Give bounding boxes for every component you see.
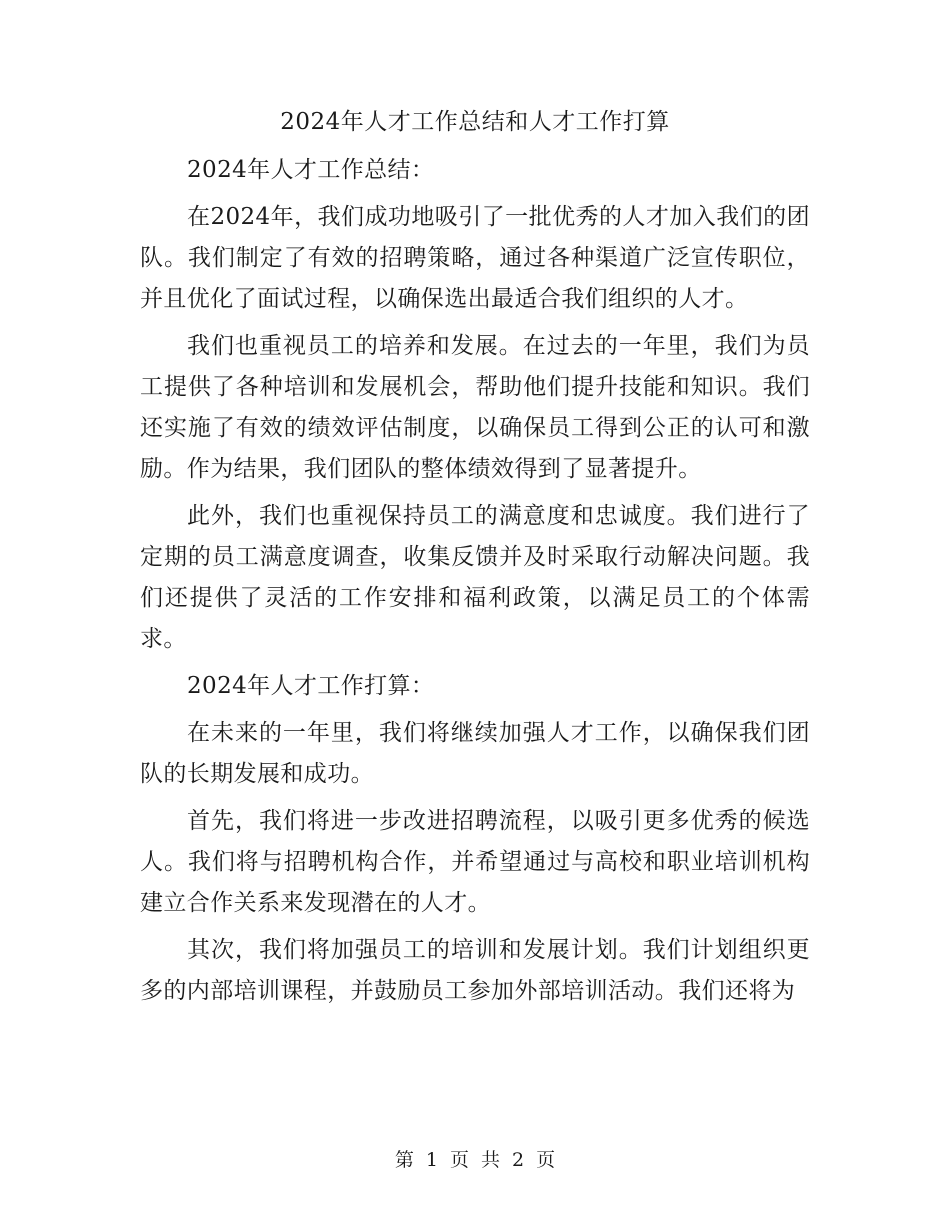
paragraph-plan-intro: 在未来的一年里，我们将继续加强人才工作，以确保我们团队的长期发展和成功。 [140, 720, 810, 787]
section-heading-summary: 2024年人才工作总结： [187, 157, 435, 183]
paragraph-plan-recruitment: 首先，我们将进一步改进招聘流程，以吸引更多优秀的候选人。我们将与招聘机构合作，并希望通过与高校和职业培训机构建立合作关系来发现潜在的人才。 [140, 808, 810, 916]
paragraph-satisfaction: 此外，我们也重视保持员工的满意度和忠诚度。我们进行了定期的员工满意度调查，收集反馈并及时采取行动解决问题。我们还提供了灵活的工作安排和福利政策，以满足员工的个体需求。 [140, 503, 810, 652]
document-body [140, 150, 810, 1012]
section-heading-plan: 2024年人才工作打算： [187, 673, 435, 699]
paragraph-plan-training: 其次，我们将加强员工的培训和发展计划。我们计划组织更多的内部培训课程，并鼓励员工参加外部培训活动。我们还将为 [140, 937, 810, 1004]
document-title: 2024年人才工作总结和人才工作打算 [280, 109, 670, 135]
page-footer: 第 1 页 共 2 页 [394, 1149, 556, 1171]
paragraph-recruitment: 在2024年，我们成功地吸引了一批优秀的人才加入我们的团队。我们制定了有效的招聘策略，通过各种渠道广泛宣传职位，并且优化了面试过程，以确保选出最适合我们组织的人才。 [140, 204, 810, 312]
paragraph-training: 我们也重视员工的培养和发展。在过去的一年里，我们为员工提供了各种培训和发展机会，帮助他们提升技能和知识。我们还实施了有效的绩效评估制度，以确保员工得到公正的认可和激励。作为结果，我们团队的整体绩效得到了显著提升。 [140, 333, 810, 482]
